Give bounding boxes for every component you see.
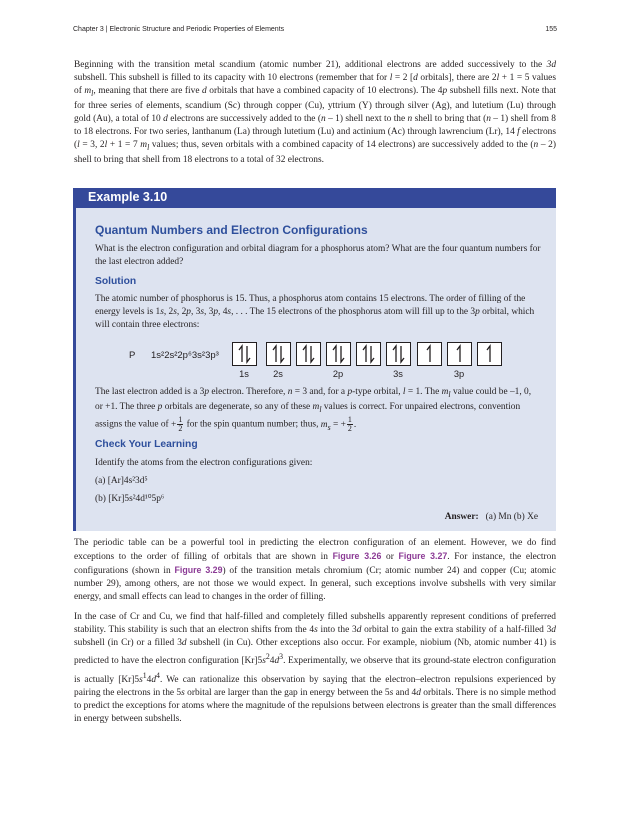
spin-up-arrow xyxy=(273,346,276,362)
orbital-box xyxy=(477,342,502,366)
check-learning-heading: Check Your Learning xyxy=(95,439,198,450)
solution-heading: Solution xyxy=(95,276,137,287)
example-header-bar xyxy=(73,188,556,208)
orbital-box xyxy=(326,342,351,366)
page-number: 155 xyxy=(545,26,557,33)
check-learning-prompt: Identify the atoms from the electron configurations given: xyxy=(95,458,313,468)
paired-electrons-icon xyxy=(267,343,290,365)
spin-down-arrow xyxy=(281,346,284,362)
orbital-box xyxy=(232,342,257,366)
subshell-label: 1s xyxy=(239,369,249,379)
spin-up-arrow xyxy=(333,346,336,362)
intro-paragraph: Beginning with the transition metal scandium (atomic number 21), additional electrons are added successively to the 3d subshell. This subshell is filled to its capacity with 10 electrons (remember that for l = 2 [d orbitals], there are 2l + 1 = 5 values of $m_l$, meaning that there are five d orbitals that have a combined capacity of 10 electrons). The 4p subshell fills next. Note that for three series of elements, scandium (Sc) through copper (Cu), yttrium (Y) through silver (Ag), and lutetium (Lu) through gold (Au), a total of 10 d electrons are successively added to the (n – 1) shell next to the n shell to bring that (n – 1) shell from 8 to 18 electrons. For two series, lanthanum (La) through lutetium (Lu) and actinium (Ac) through lawrencium (Lr), 14 f electrons (l = 3, 2l + 1 = 7 $m_l$ values; thus, seven orbitals with a combined capacity of 14 electrons) are successively added to the (n – 2) shell to bring that shell from 18 electrons to a total of 32 electrons. xyxy=(74,60,557,166)
example-title: Quantum Numbers and Electron Configurations xyxy=(95,223,368,237)
orbital-box xyxy=(447,342,472,366)
electron-configuration: 1s²2s²2p⁶3s²3p³ xyxy=(151,350,219,361)
body-paragraph-exceptions: The periodic table can be a powerful tool in predicting the electron configuration of an element. However, we do find exceptions to the order of filling of orbitals that are shown in Figure 3.26 or Figure 3.27. For instance, the electron configurations (shown in Figure 3.29) of the transition metals chromium (Cr; atomic number 24) and copper (Cu; atomic number 29), among others, are not those we would expect. In general, such exceptions involve subshells with very similar energy, and small effects can lead to changes in the order of filling. xyxy=(74,538,557,603)
spin-down-arrow xyxy=(247,346,250,362)
check-item-a: (a) [Ar]4s²3d⁵ xyxy=(95,476,148,486)
example-label: Example 3.10 xyxy=(88,190,168,204)
paired-electrons-icon xyxy=(357,343,380,365)
paired-electrons-icon xyxy=(327,343,350,365)
paired-electrons-icon xyxy=(387,343,410,365)
spin-up-arrow xyxy=(303,346,306,362)
orbital-box xyxy=(356,342,381,366)
orbital-box xyxy=(417,342,442,366)
spin-up-arrow xyxy=(427,346,430,362)
subshell-label: 3s xyxy=(393,369,403,379)
running-header: Chapter 3 | Electronic Structure and Periodic Properties of Elements xyxy=(73,26,285,33)
spin-down-arrow xyxy=(311,346,314,362)
last-electron-text: The last electron added is a 3p electron. Therefore, n = 3 and, for a p-type orbital, l = 1. The $m_l$ value could be –1, 0, or +1. The three p orbitals are degenerate, so any of these $m_l$ values is correct. For unpaired electrons, convention assigns the value of + $\frac{1}{2}$ for the spin quantum number; thus, $m_s$ = + $\frac{1}{2}$ . xyxy=(95,387,532,433)
spin-equation: $m_s$ = + $\frac{1}{2}$ . xyxy=(320,414,357,433)
solution-text: The atomic number of phosphorus is 15. Thus, a phosphorus atom contains 15 electrons. The order of filling of the energy levels is 1s, 2s, 2p, 3s, 3p, 4s, . . . The 15 electrons of the phosphorus atom will fill up to the 3p orbital, which will contain three electrons: xyxy=(95,294,535,331)
orbital-box xyxy=(266,342,291,366)
spin-up-arrow xyxy=(487,346,490,362)
subshell-label: 2s xyxy=(273,369,283,379)
unpaired-electron-icon xyxy=(478,343,501,365)
spin-up-arrow xyxy=(363,346,366,362)
spin-up-arrow xyxy=(239,346,242,362)
subshell-label: 2p xyxy=(332,369,344,379)
figure-3-26-link[interactable]: Figure 3.26 xyxy=(332,551,382,562)
spin-down-arrow xyxy=(341,346,344,362)
spin-down-arrow xyxy=(401,346,404,362)
spin-up-arrow xyxy=(457,346,460,362)
body-paragraph-cr-cu: In the case of Cr and Cu, we find that half-filled and completely filled subshells apparently represent conditions of preferred stability. This stability is such that an electron shifts from the 4s into the 3d orbital to gain the extra stability of a half-filled 3d subshell (in Cr) or a filled 3d subshell (in Cu). Other exceptions also occur. For example, niobium (Nb, atomic number 41) is predicted to have the electron configuration $[Kr]5s^24d^3$. Experimentally, we observe that its ground-state electron configuration is actually $[Kr]5s^14d^4$. We can rationalize this observation by saying that the electron–electron repulsions experienced by pairing the electrons in the 5s orbital are larger than the gap in energy between the 5s and 4d orbitals. There is no simple method to predict the exceptions for atoms where the magnitude of the repulsions between electrons is greater than the small differences in energy between subshells. xyxy=(74,612,556,724)
spin-down-arrow xyxy=(371,346,374,362)
check-item-b: (b) [Kr]5s²4d¹⁰5p⁶ xyxy=(95,494,165,504)
paired-electrons-icon xyxy=(297,343,320,365)
figure-3-29-link[interactable]: Figure 3.29 xyxy=(174,565,223,576)
paired-electrons-icon xyxy=(233,343,256,365)
orbital-diagram xyxy=(73,341,556,381)
orbital-box xyxy=(296,342,321,366)
orbital-box xyxy=(386,342,411,366)
element-symbol: P xyxy=(129,350,136,361)
spin-value: + $\frac{1}{2}$ xyxy=(171,414,183,433)
example-question: What is the electron configuration and orbital diagram for a phosphorus atom? What are the four quantum numbers for the last electron added? xyxy=(95,244,541,268)
answer: Answer: (a) Mn (b) Xe xyxy=(444,512,538,522)
figure-3-27-link[interactable]: Figure 3.27 xyxy=(398,551,448,562)
spin-up-arrow xyxy=(393,346,396,362)
subshell-label: 3p xyxy=(453,369,465,379)
example-box xyxy=(73,188,556,531)
unpaired-electron-icon xyxy=(448,343,471,365)
unpaired-electron-icon xyxy=(418,343,441,365)
